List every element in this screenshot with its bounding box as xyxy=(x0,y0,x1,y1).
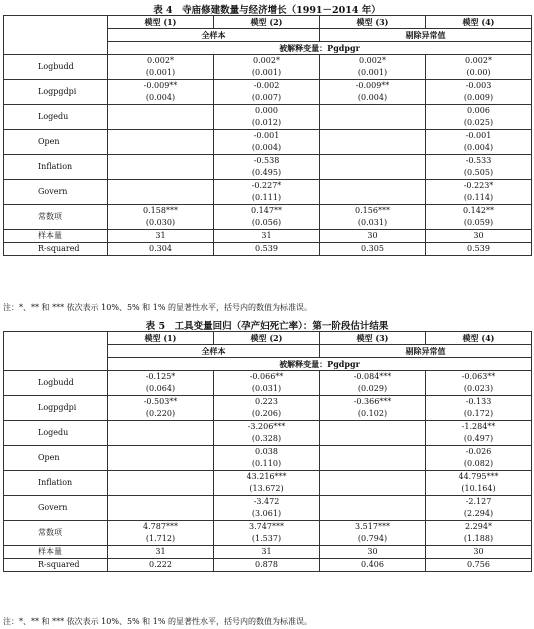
coef-cell xyxy=(214,80,320,105)
standard-error: (1.537) xyxy=(251,534,282,543)
coef-cell xyxy=(108,205,214,230)
coefficient-value: 0.142** xyxy=(463,206,494,215)
coef-cell xyxy=(214,421,320,446)
coefficient-value: -0.009** xyxy=(355,81,390,90)
coef-row xyxy=(4,80,532,105)
standard-error xyxy=(320,433,425,445)
stat-value: 0.878 xyxy=(214,559,320,572)
coef-cell xyxy=(320,130,426,155)
standard-error: (0.004) xyxy=(357,93,388,102)
coef-row xyxy=(4,521,532,546)
variable-label: Logpgdpi xyxy=(4,80,108,105)
coefficient-value: 0.002* xyxy=(147,56,174,65)
coefficient-value xyxy=(108,471,213,483)
standard-error: (0.114) xyxy=(463,193,494,202)
coef-cell xyxy=(426,105,532,130)
stat-value: 31 xyxy=(214,230,320,243)
standard-error: (0.172) xyxy=(463,409,494,418)
coefficient-value xyxy=(320,130,425,142)
variable-label: Open xyxy=(4,130,108,155)
standard-error xyxy=(320,142,425,154)
coefficient-value: 0.002* xyxy=(359,56,386,65)
standard-error: (0.064) xyxy=(145,384,176,393)
table4-note: 注：*、** 和 *** 依次表示 10%、5% 和 1% 的显著性水平，括号内的数值为标准误。 xyxy=(3,303,312,312)
stat-value: 30 xyxy=(320,230,426,243)
coefficient-value: -0.366*** xyxy=(353,397,392,406)
coef-cell xyxy=(426,130,532,155)
coefficient-value: 0.147** xyxy=(251,206,282,215)
model-header: 模型 (2) xyxy=(214,16,320,29)
stat-value: 0.304 xyxy=(108,243,214,256)
coefficient-value: -3.472 xyxy=(253,497,280,506)
coefficient-value xyxy=(320,421,425,433)
stat-label: R-squared xyxy=(4,559,108,572)
stat-value: 0.222 xyxy=(108,559,214,572)
group-outliers-removed: 剔除异常值 xyxy=(320,345,532,358)
variable-label: Govern xyxy=(4,496,108,521)
stat-row xyxy=(4,546,532,559)
coefficient-value: 0.000 xyxy=(255,106,278,115)
stat-label: 样本量 xyxy=(4,230,108,243)
coef-cell xyxy=(426,80,532,105)
coefficient-value xyxy=(108,496,213,508)
variable-label: Logedu xyxy=(4,105,108,130)
stat-value: 0.539 xyxy=(214,243,320,256)
stat-value: 0.406 xyxy=(320,559,426,572)
coefficient-value xyxy=(320,180,425,192)
standard-error: (0.110) xyxy=(251,459,282,468)
coef-cell xyxy=(108,496,214,521)
coef-cell xyxy=(320,155,426,180)
standard-error: (3.061) xyxy=(251,509,282,518)
coef-cell xyxy=(426,55,532,80)
coefficient-value: 2.294* xyxy=(465,522,492,531)
coef-row xyxy=(4,105,532,130)
stat-value: 31 xyxy=(214,546,320,559)
coef-cell xyxy=(214,371,320,396)
coef-row xyxy=(4,155,532,180)
coef-cell xyxy=(108,180,214,205)
stat-value: 30 xyxy=(426,230,532,243)
standard-error: (0.025) xyxy=(463,118,494,127)
dependent-variable: 被解释变量：Pgdpgr xyxy=(108,42,532,55)
coef-row xyxy=(4,130,532,155)
variable-label: 常数项 xyxy=(4,521,108,546)
coefficient-value: -0.084*** xyxy=(353,372,392,381)
coefficient-value: -0.227* xyxy=(251,181,282,190)
coefficient-value: -0.026 xyxy=(465,447,492,456)
coef-cell xyxy=(214,55,320,80)
variable-label: 常数项 xyxy=(4,205,108,230)
table5 xyxy=(3,331,532,572)
standard-error xyxy=(108,433,213,445)
standard-error: (0.206) xyxy=(251,409,282,418)
standard-error: (0.794) xyxy=(357,534,388,543)
coefficient-value xyxy=(320,446,425,458)
coefficient-value xyxy=(108,446,213,458)
header-row-models xyxy=(4,332,532,345)
coef-cell xyxy=(214,205,320,230)
standard-error: (0.004) xyxy=(463,143,494,152)
coefficient-value: 44.795*** xyxy=(458,472,499,481)
coef-cell xyxy=(108,421,214,446)
group-outliers-removed: 剔除异常值 xyxy=(320,29,532,42)
standard-error: (0.495) xyxy=(251,168,282,177)
coefficient-value: -0.001 xyxy=(253,131,280,140)
model-header: 模型 (1) xyxy=(108,16,214,29)
coef-cell xyxy=(320,521,426,546)
table5-note: 注：*、** 和 *** 依次表示 10%、5% 和 1% 的显著性水平，括号内的数值为标准误。 xyxy=(3,617,312,626)
standard-error: (1.188) xyxy=(463,534,494,543)
coef-cell xyxy=(108,105,214,130)
coefficient-value xyxy=(320,471,425,483)
coef-cell xyxy=(426,396,532,421)
standard-error: (0.012) xyxy=(251,118,282,127)
standard-error xyxy=(108,142,213,154)
stat-value: 30 xyxy=(426,546,532,559)
coef-cell xyxy=(426,371,532,396)
group-full-sample: 全样本 xyxy=(108,345,320,358)
standard-error: (2.294) xyxy=(463,509,494,518)
coef-row xyxy=(4,180,532,205)
coefficient-value: 0.158*** xyxy=(143,206,178,215)
coefficient-value: 0.156*** xyxy=(355,206,390,215)
coef-cell xyxy=(108,396,214,421)
coefficient-value: 0.006 xyxy=(467,106,490,115)
standard-error: (0.009) xyxy=(463,93,494,102)
coefficient-value: -2.127 xyxy=(465,497,492,506)
coef-cell xyxy=(426,421,532,446)
variable-label: Logbudd xyxy=(4,55,108,80)
standard-error xyxy=(320,167,425,179)
standard-error xyxy=(320,117,425,129)
standard-error xyxy=(320,483,425,495)
coefficient-value xyxy=(320,155,425,167)
coefficient-value: 43.216*** xyxy=(246,472,287,481)
variable-label: Inflation xyxy=(4,471,108,496)
coefficient-value: 3.517*** xyxy=(355,522,390,531)
standard-error: (0.031) xyxy=(357,218,388,227)
stat-value: 30 xyxy=(320,546,426,559)
coefficient-value xyxy=(108,130,213,142)
standard-error: (0.030) xyxy=(145,218,176,227)
coefficient-value: -0.538 xyxy=(253,156,280,165)
standard-error xyxy=(320,192,425,204)
model-header: 模型 (4) xyxy=(426,332,532,345)
standard-error: (0.220) xyxy=(145,409,176,418)
model-header: 模型 (3) xyxy=(320,16,426,29)
stat-row xyxy=(4,559,532,572)
standard-error: (0.082) xyxy=(463,459,494,468)
coef-cell xyxy=(426,521,532,546)
coef-cell xyxy=(426,180,532,205)
coef-cell xyxy=(426,446,532,471)
coef-cell xyxy=(320,80,426,105)
coef-cell xyxy=(320,421,426,446)
coef-cell xyxy=(214,396,320,421)
standard-error: (0.031) xyxy=(251,384,282,393)
variable-label: Logedu xyxy=(4,421,108,446)
stat-value: 0.539 xyxy=(426,243,532,256)
coef-cell xyxy=(320,396,426,421)
coef-cell xyxy=(108,371,214,396)
table5-caption: 表 5 工具变量回归（孕产妇死亡率）：第一阶段估计结果 xyxy=(145,321,389,332)
stat-value: 0.756 xyxy=(426,559,532,572)
coefficient-value xyxy=(108,421,213,433)
variable-label: Open xyxy=(4,446,108,471)
model-header: 模型 (3) xyxy=(320,332,426,345)
coef-cell xyxy=(108,155,214,180)
standard-error xyxy=(108,483,213,495)
coef-row xyxy=(4,496,532,521)
standard-error xyxy=(108,508,213,520)
standard-error: (1.712) xyxy=(145,534,176,543)
coefficient-value xyxy=(320,105,425,117)
coef-cell xyxy=(214,130,320,155)
coef-row xyxy=(4,396,532,421)
standard-error: (0.023) xyxy=(463,384,494,393)
coefficient-value: 0.002* xyxy=(253,56,280,65)
coefficient-value xyxy=(320,496,425,508)
stat-value: 0.305 xyxy=(320,243,426,256)
standard-error xyxy=(320,508,425,520)
model-header: 模型 (2) xyxy=(214,332,320,345)
stat-row xyxy=(4,243,532,256)
coef-cell xyxy=(320,55,426,80)
standard-error: (0.102) xyxy=(357,409,388,418)
coefficient-value: -1.284** xyxy=(461,422,496,431)
coefficient-value: -0.002 xyxy=(253,81,280,90)
standard-error: (0.328) xyxy=(251,434,282,443)
coef-row xyxy=(4,371,532,396)
standard-error: (0.111) xyxy=(251,193,282,202)
coefficient-value xyxy=(108,180,213,192)
model-header: 模型 (1) xyxy=(108,332,214,345)
stat-label: R-squared xyxy=(4,243,108,256)
coefficient-value: -0.533 xyxy=(465,156,492,165)
coef-cell xyxy=(426,205,532,230)
stat-row xyxy=(4,230,532,243)
coef-cell xyxy=(214,180,320,205)
standard-error: (0.004) xyxy=(145,93,176,102)
standard-error: (13.672) xyxy=(249,484,284,493)
coefficient-value: 0.002* xyxy=(465,56,492,65)
group-full-sample: 全样本 xyxy=(108,29,320,42)
coef-cell xyxy=(320,105,426,130)
variable-label: Govern xyxy=(4,180,108,205)
corner-cell xyxy=(4,16,108,55)
table4 xyxy=(3,15,532,256)
coef-cell xyxy=(214,105,320,130)
standard-error: (0.029) xyxy=(357,384,388,393)
coef-cell xyxy=(320,180,426,205)
coef-cell xyxy=(214,496,320,521)
stat-label: 样本量 xyxy=(4,546,108,559)
coefficient-value xyxy=(108,155,213,167)
coef-cell xyxy=(108,521,214,546)
standard-error: (0.00) xyxy=(466,68,491,77)
coefficient-value: 3.747*** xyxy=(249,522,284,531)
coef-row xyxy=(4,421,532,446)
coef-cell xyxy=(426,155,532,180)
table4-caption: 表 4 寺庙修建数量与经济增长（1991－2014 年） xyxy=(153,5,381,16)
coefficient-value: -0.133 xyxy=(465,397,492,406)
coefficient-value: -0.125* xyxy=(145,372,176,381)
coefficient-value: -0.223* xyxy=(463,181,494,190)
variable-label: Logbudd xyxy=(4,371,108,396)
coef-row xyxy=(4,55,532,80)
dependent-variable: 被解释变量：Pgdpgr xyxy=(108,358,532,371)
coef-cell xyxy=(320,371,426,396)
standard-error: (0.007) xyxy=(251,93,282,102)
standard-error xyxy=(320,458,425,470)
coef-cell xyxy=(214,521,320,546)
standard-error: (0.056) xyxy=(251,218,282,227)
coefficient-value: 0.038 xyxy=(255,447,278,456)
coef-cell xyxy=(214,446,320,471)
stat-value: 31 xyxy=(108,230,214,243)
coef-row xyxy=(4,205,532,230)
header-row-models xyxy=(4,16,532,29)
variable-label: Logpgdpi xyxy=(4,396,108,421)
coef-cell xyxy=(214,471,320,496)
standard-error xyxy=(108,167,213,179)
coef-cell xyxy=(108,55,214,80)
standard-error: (0.001) xyxy=(251,68,282,77)
coef-cell xyxy=(320,471,426,496)
coef-cell xyxy=(320,496,426,521)
coefficient-value: -0.503** xyxy=(143,397,178,406)
coefficient-value xyxy=(108,105,213,117)
coef-cell xyxy=(426,496,532,521)
coef-cell xyxy=(320,446,426,471)
standard-error: (0.059) xyxy=(463,218,494,227)
variable-label: Inflation xyxy=(4,155,108,180)
coefficient-value: -3.206*** xyxy=(247,422,286,431)
coefficient-value: -0.066** xyxy=(249,372,284,381)
coef-cell xyxy=(320,205,426,230)
coefficient-value: -0.009** xyxy=(143,81,178,90)
stat-value: 31 xyxy=(108,546,214,559)
coefficient-value: 0.223 xyxy=(255,397,278,406)
coef-cell xyxy=(214,155,320,180)
standard-error: (10.164) xyxy=(461,484,496,493)
coef-cell xyxy=(108,446,214,471)
standard-error: (0.001) xyxy=(357,68,388,77)
coef-row xyxy=(4,471,532,496)
corner-cell xyxy=(4,332,108,371)
coef-cell xyxy=(108,80,214,105)
standard-error: (0.004) xyxy=(251,143,282,152)
coef-cell xyxy=(108,130,214,155)
coefficient-value: -0.003 xyxy=(465,81,492,90)
model-header: 模型 (4) xyxy=(426,16,532,29)
coefficient-value: -0.063** xyxy=(461,372,496,381)
standard-error xyxy=(108,117,213,129)
coef-cell xyxy=(426,471,532,496)
coefficient-value: 4.787*** xyxy=(143,522,178,531)
coefficient-value: -0.001 xyxy=(465,131,492,140)
standard-error: (0.505) xyxy=(463,168,494,177)
coef-cell xyxy=(108,471,214,496)
coef-row xyxy=(4,446,532,471)
standard-error xyxy=(108,192,213,204)
standard-error: (0.001) xyxy=(145,68,176,77)
standard-error: (0.497) xyxy=(463,434,494,443)
standard-error xyxy=(108,458,213,470)
